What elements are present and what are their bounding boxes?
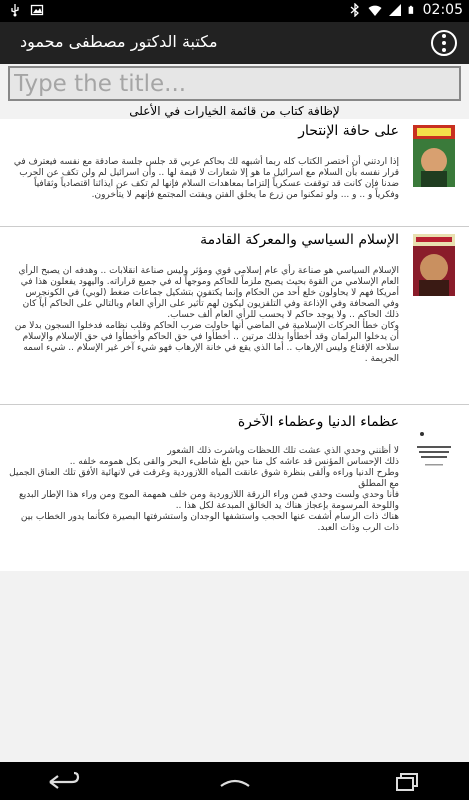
book-cover-image <box>413 125 455 187</box>
navigation-bar <box>0 762 469 800</box>
app-title: مكتبة الدكتور مصطفى محمود <box>20 32 218 51</box>
book-title: الإسلام السياسي والمعركة القادمة <box>200 232 399 248</box>
wifi-icon <box>368 3 382 17</box>
book-title: على حافة الإنتحار <box>298 123 399 139</box>
list-item[interactable] <box>0 406 469 556</box>
title-input[interactable] <box>8 66 461 101</box>
book-cover-image <box>413 234 455 296</box>
book-cover-image <box>413 428 455 490</box>
book-description: لا أظنني وحدي الذي عشت تلك اللحظات وباشرت ذلك الشعور ذلك الإحساس المؤنس قد عاشه كل منا حين بلغ شاطىء البحر والقى بكل همومه خلفه .. وطرح الدنيا وراءه وألقى بنظرة شوق عانقت المياه اللازوردية وغرقت في لانهائية الأفق تلك العناق الجميل مع المطلق فأنا وحدي ولست وحدي فمن وراء الزرقة اللازوردية ومن خلف همهمة الموج ومن وراء هذا الإطار البديع واللوحة المرسومة بإعجاز هناك يد الخالق المبدعة لكل هذا .. هناك ذات الرسام أشفت عنها الحجب واستشفها الوجدان واستشرفتها البصيرة فكأنما يدور الخطاب بين ذات الرب وذات العبد. <box>9 446 399 533</box>
usb-icon <box>8 3 22 17</box>
status-bar <box>0 0 469 22</box>
list-item[interactable] <box>0 119 469 227</box>
battery-icon <box>408 3 417 17</box>
image-icon <box>30 3 44 17</box>
list-item[interactable] <box>0 228 469 405</box>
overflow-menu-icon[interactable] <box>431 30 457 56</box>
book-title: عظماء الدنيا وعظماء الآخرة <box>237 414 399 430</box>
book-description: إذا اردتني أن أختصر الكتاب كله ربما أشبهه لك بحاكم عربي قد جلس جلسة صادقة مع نفسه فيعترف في قرار نفسه بأن السلام مع اسرائيل ما هو إلا شعارات لا قيمة لها .. وأن اسرائيل لم ولن تكف عن الحرب ضدنا فإن كانت قد توقفت عسكرياً إلتزاما بمعاهدات السلام فإنها لم تكف عن ايذائنا اقتصادياً وثقافياً وفكرياً و .. و ... ولو تمكنوا من زرع ما يخلق الفتن ويفتت المجتمع فإنهم لا يتأخرون. <box>10 157 399 200</box>
signal-icon <box>388 3 402 17</box>
bluetooth-icon <box>348 3 362 17</box>
book-description: الإسلام السياسي هو صناعة رأي عام إسلامي قوي ومؤثر وليس صناعة انقلابات .. وهدفه ان يصبح الرأي العام الإسلامي من القوة بحيث يصبح ملزماً للحاكم وموجهاً له في جميع قراراته. واليهود يفعلون هذا في أمريكا فهم لا يحاولون خلع أحد من الحكام وإنما يكتفون بتشكيل جماعات ضغط (لوبي) في الكونجرس وفي الصحافة وفي الإذاعة وفي التلفزيون ليكون لهم تأثير على الرأي العام وبالتالي على الحاكم أياً كان ذلك الحاكم .. ولا يوجد حاكم لا يحسب للرأي العام ألف حساب. وكان خطأ الحركات الإسلامية في الماضي أنها حاولت ضرب الحاكم وقلب نظامه فدخلوا السجون بدلا من أن يدخلوا البرلمان وقد أخطأوا بذلك مرتين .. أخطأوا في حق الحاكم وأخطأوا في حق الإسلام والإسلام سلاحه الإقناع وليس الإرهاب .. أما الذي يقع في خانة الإرهاب فهو شيء آخر غير الإسلام .. شيء اسمه الجريمة . <box>14 266 399 364</box>
back-icon[interactable] <box>44 770 84 794</box>
book-list <box>0 119 469 571</box>
home-icon[interactable] <box>215 770 255 794</box>
hint-text: لإظافة كتاب من قائمة الخيارات في الأعلى <box>129 104 340 118</box>
status-time: 02:05 <box>422 2 463 18</box>
recents-icon[interactable] <box>388 770 428 794</box>
action-bar <box>0 22 469 64</box>
